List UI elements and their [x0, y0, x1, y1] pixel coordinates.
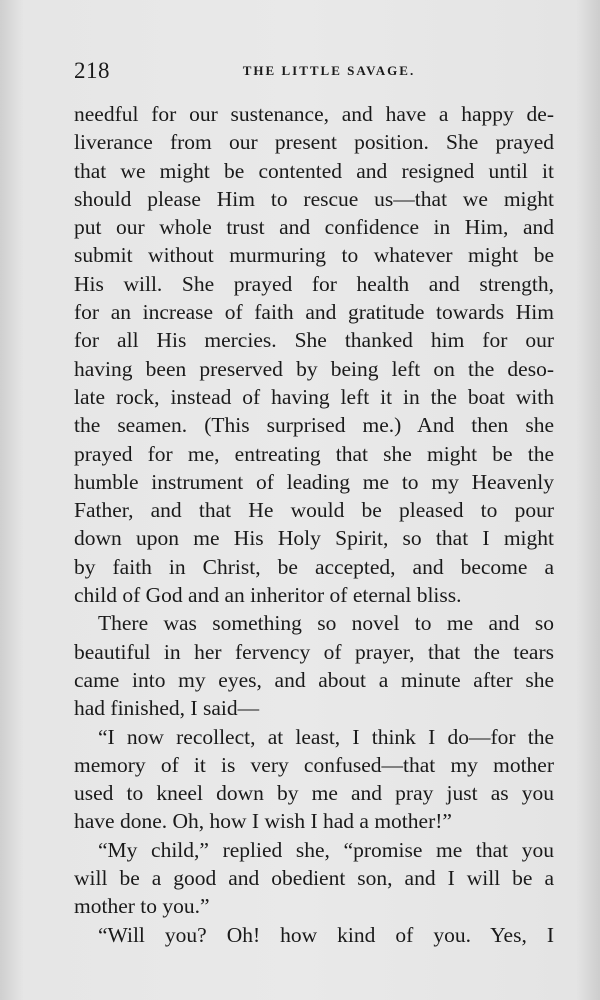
text-line: There was something so novel to me and so [98, 611, 554, 636]
running-title: THE LITTLE SAVAGE. [242, 63, 416, 78]
page-number: 218 [74, 58, 110, 83]
text-line: the seamen. (This surprised me.) And then she [74, 413, 554, 438]
text-line: mother to you.” [74, 894, 210, 919]
text-line: “I now recollect, at least, I think I do—for the [98, 724, 554, 749]
text-line: having been preserved by being left on the deso- [74, 356, 554, 381]
text-line: His will. She prayed for health and strength, [74, 271, 554, 296]
text-line: have done. Oh, how I wish I had a mother!” [74, 809, 452, 834]
text-line: came into my eyes, and about a minute after she [74, 667, 554, 692]
text-line: for an increase of faith and gratitude towards Him [74, 300, 554, 325]
text-line: needful for our sustenance, and have a happy de- [74, 102, 554, 126]
text-line: “My child,” replied she, “promise me that you [98, 837, 554, 862]
text-line: humble instrument of leading me to my Heavenly [74, 469, 554, 494]
paragraph [74, 836, 554, 921]
body-text [74, 100, 554, 949]
paragraph [74, 921, 554, 949]
text-line: put our whole trust and confidence in Him, and [74, 215, 554, 240]
text-line: should please Him to rescue us—that we might [74, 186, 554, 211]
text-line: had finished, I said— [74, 696, 260, 721]
text-line: “Will you? Oh! how kind of you. Yes, I [98, 922, 554, 947]
text-line: prayed for me, entreating that she might be the [74, 441, 554, 466]
paragraph [74, 609, 554, 722]
text-line: for all His mercies. She thanked him for our [74, 328, 554, 353]
text-line: used to kneel down by me and pray just as you [74, 781, 554, 806]
text-line: down upon me His Holy Spirit, so that I might [74, 526, 554, 551]
text-line: submit without murmuring to whatever might be [74, 243, 554, 268]
text-line: child of God and an inheritor of eternal bliss. [74, 583, 462, 608]
text-line: memory of it is very confused—that my mother [74, 752, 554, 777]
text-line: that we might be contented and resigned until it [74, 158, 554, 183]
text-line: Father, and that He would be pleased to pour [74, 498, 554, 523]
text-line: by faith in Christ, be accepted, and become a [74, 554, 554, 579]
text-line: late rock, instead of having left it in the boat with [74, 384, 554, 409]
text-line: will be a good and obedient son, and I will be a [74, 866, 554, 891]
paragraph [74, 100, 554, 609]
page-header [74, 58, 554, 88]
text-line: beautiful in her fervency of prayer, that the tears [74, 639, 554, 664]
text-line: liverance from our present position. She prayed [74, 130, 554, 155]
paragraph [74, 723, 554, 836]
